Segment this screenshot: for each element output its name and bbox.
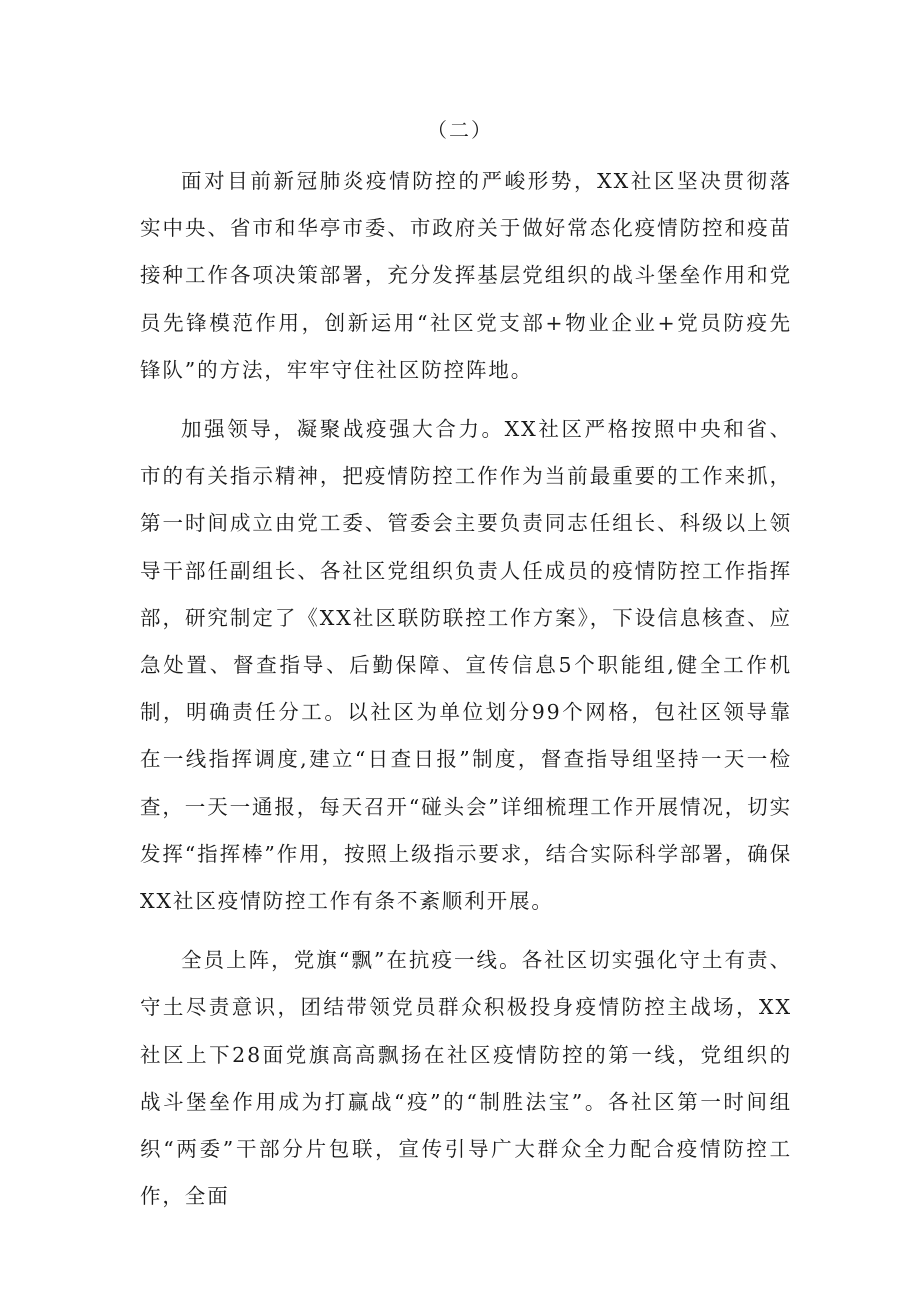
paragraph-leadership: 加强领导，凝聚战疫强大合力。XX社区严格按照中央和省、市的有关指示精神，把疫情防控工作作为当前最重要的工作来抓，第一时间成立由党工委、管委会主要负责同志任组长、科级以上领导干部任副组长、各社区党组织负责人任成员的疫情防控工作指挥部，研究制定了《XX社区联防联控工作方案》，下设信息核查、应急处置、督查指导、后勤保障、宣传信息5个职能组,健全工作机制，明确责任分工。以社区为单位划分99个网格，包社区领导靠在一线指挥调度,建立“日查日报”制度，督查指导组坚持一天一检查，一天一通报，每天召开“碰头会”详细梳理工作开展情况，切实发挥“指挥棒”作用，按照上级指示要求，结合实际科学部署，确保XX社区疫情防控工作有条不紊顺利开展。 <box>140 417 792 914</box>
paragraph-all-hands: 全员上阵，党旗“飘”在抗疫一线。各社区切实强化守土有责、守土尽责意识，团结带领党员群众积极投身疫情防控主战场，XX社区上下28面党旗高高飘扬在社区疫情防控的第一线，党组织的战斗堡垒作用成为打赢战“疫”的“制胜法宝”。各社区第一时间组织“两委”干部分片包联，宣传引导广大群众全力配合疫情防控工作，全面 <box>140 948 792 1209</box>
paragraph-intro: 面对目前新冠肺炎疫情防控的严峻形势，XX社区坚决贯彻落实中央、省市和华亭市委、市政府关于做好常态化疫情防控和疫苗接种工作各项决策部署，充分发挥基层党组织的战斗堡垒作用和党员先锋模范作用，创新运用“社区党支部+物业企业+党员防疫先锋队”的方法，牢牢守住社区防控阵地。 <box>140 169 792 382</box>
section-heading: （二） <box>427 118 493 142</box>
